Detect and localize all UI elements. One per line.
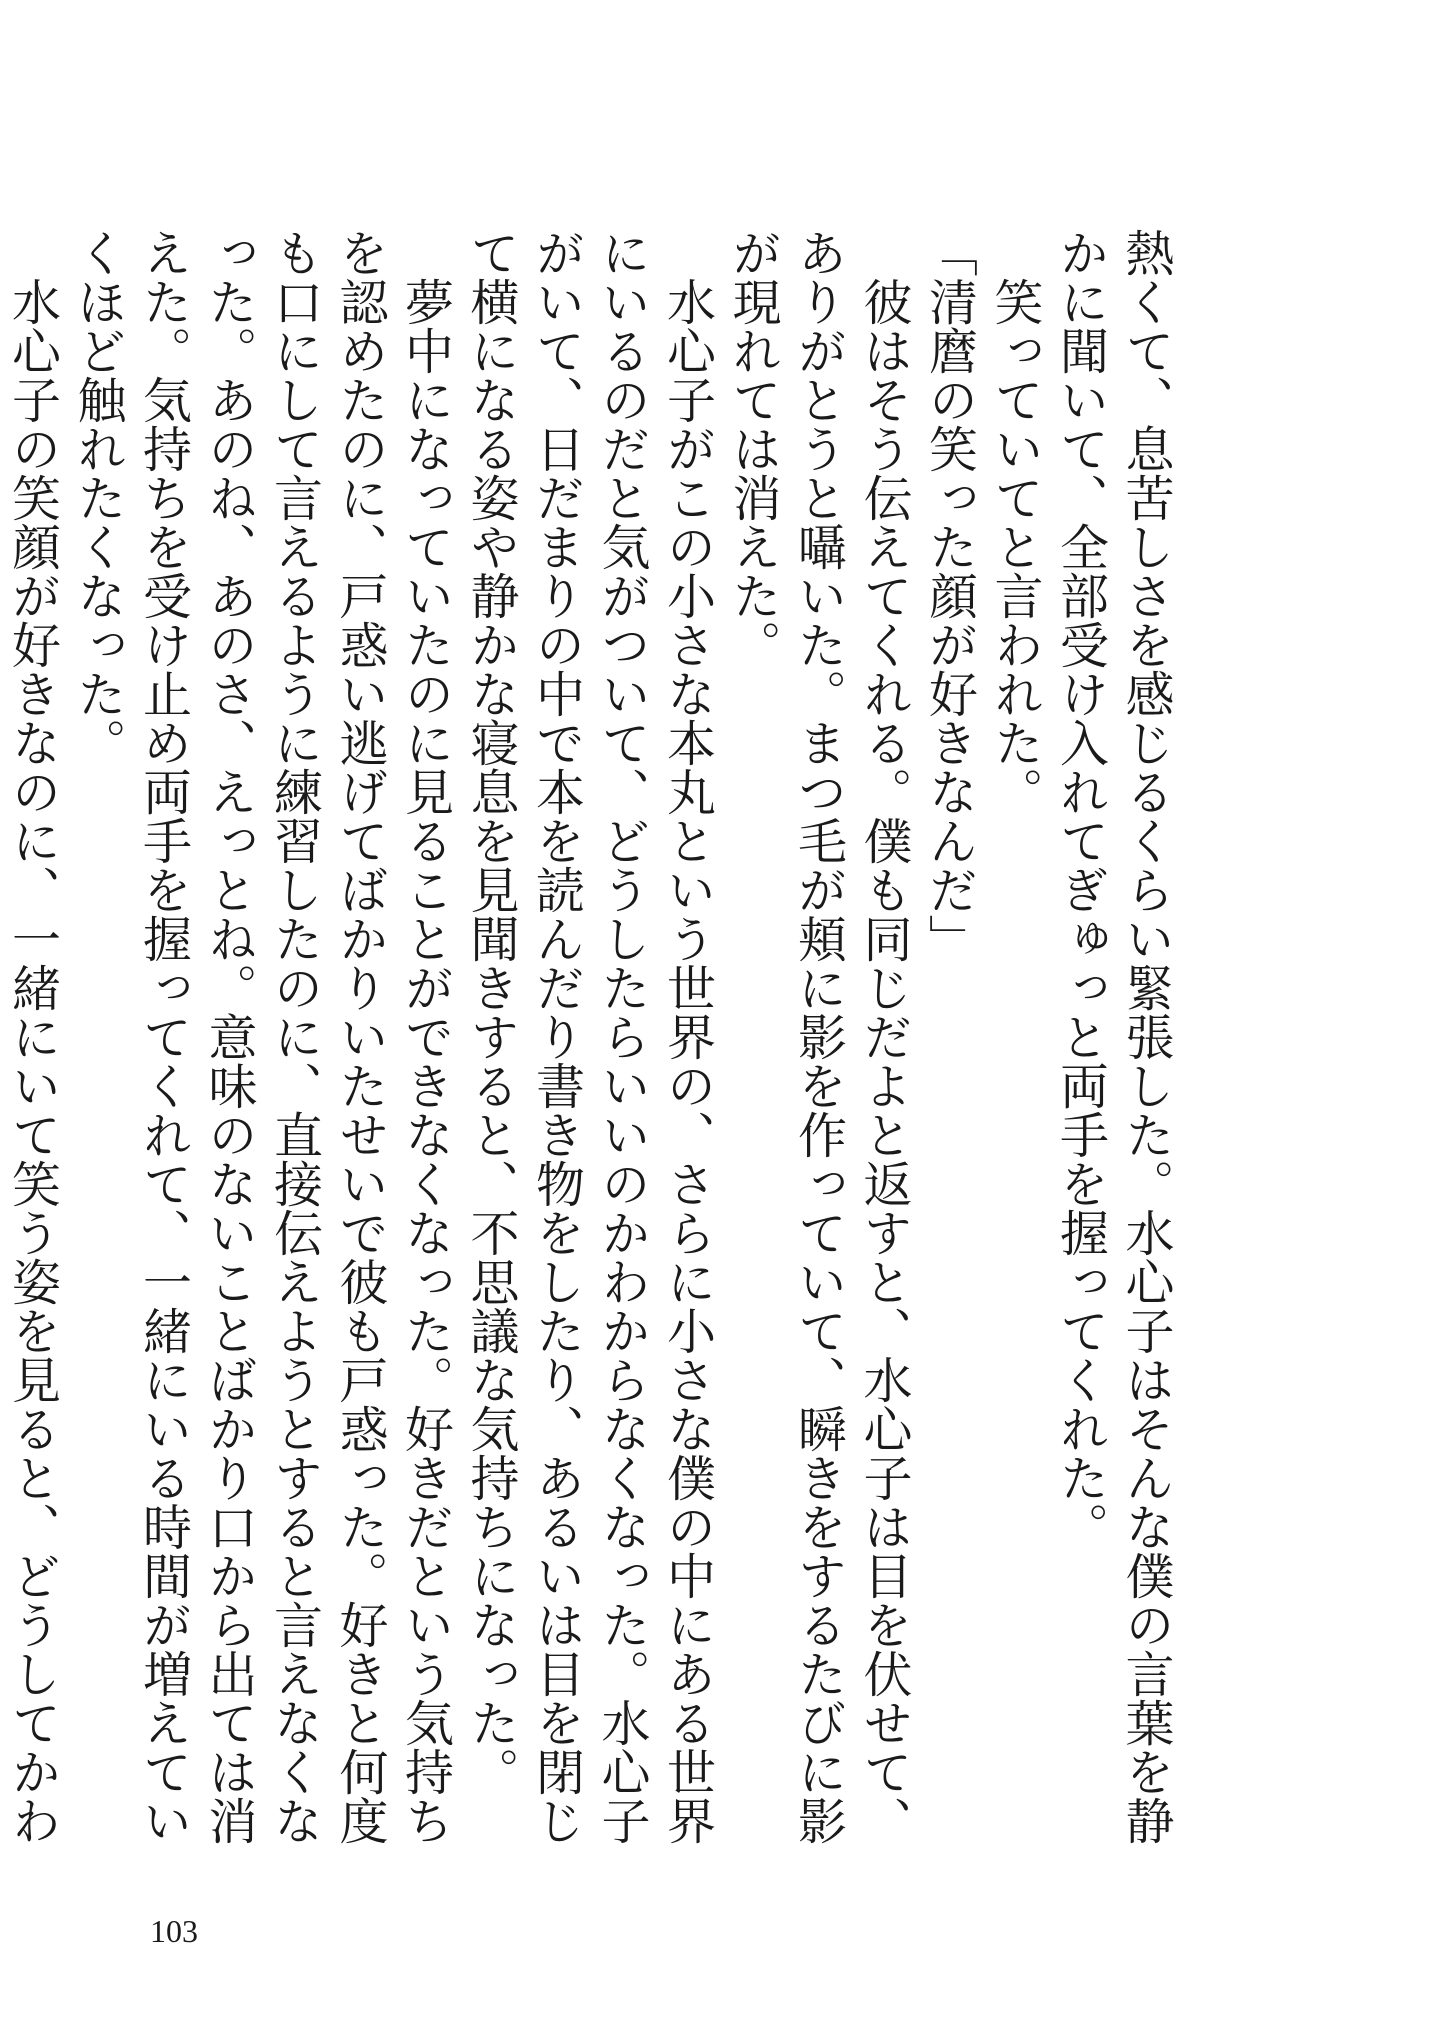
paragraph-3: 「清麿の笑った顔が好きなんだ」 [921, 228, 979, 963]
paragraph-4: 彼はそう伝えてくれる。僕も同じだよと返すと、水心子は目を伏せて、ありがとうと囁いた。まつ毛が頬に影を作っていて、瞬きをするたびに影が現れては消えた。 [725, 228, 913, 1845]
paragraph-6: 夢中になっていたのに見ることができなくなった。好きだという気持ちを認めたのに、戸惑い逃げてばかりいたせいで彼も戸惑った。好きと何度も口にして言えるように練習したのに、直接伝えようとすると言えなくなった。あのね、あのさ、えっとね。意味のないことばかり口から出ては消えた。気持ちを受け止め両手を握ってくれて、一緒にいる時間が増えていくほど触れたくなった。 [70, 228, 455, 1845]
paragraph-2: 笑っていてと言われた。 [987, 228, 1044, 816]
page-number: 103 [150, 1913, 198, 1949]
paragraph-5: 水心子がこの小さな本丸という世界の、さらに小さな僕の中にある世界にいるのだと気がついて、どうしたらいいのかわからなくなった。水心子がいて、日だまりの中で本を読んだり書き物をしたり、あるいは目を閉じて横になる姿や静かな寝息を見聞きすると、不思議な気持ちになった。 [463, 228, 717, 1845]
paragraph-1: 熱くて、息苦しさを感じるくらい緊張した。水心子はそんな僕の言葉を静かに聞いて、全部受け入れてぎゅっと両手を握ってくれた。 [1052, 228, 1175, 1845]
paragraph-7: 水心子の笑顔が好きなのに、一緒にいて笑う姿を見ると、どうしてかわ [4, 277, 62, 1845]
vertical-text-body [4, 228, 1179, 1868]
